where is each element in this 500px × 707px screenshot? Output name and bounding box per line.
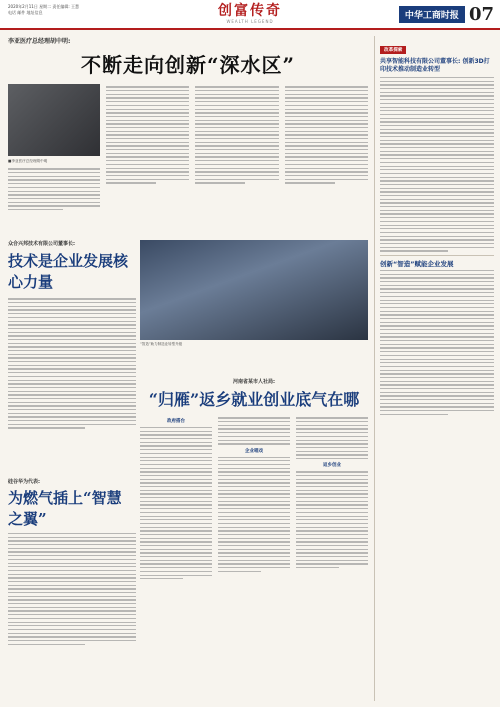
subhead-3: 返乡创业 [323,463,341,469]
portrait-caption: ■李亚医疗总经理胡中明 [8,159,48,163]
portrait-photo [8,84,100,163]
brand-block [205,3,295,24]
article-return [140,378,368,582]
factory-photo-caption: “智造”助力制造业转型升级 [140,342,183,346]
sidebar-title-1: 共享智能科技有限公司董事长: 创新3D打印技术推动制造业转型 [380,58,490,73]
masthead-info [8,4,198,16]
brand-title: 创富传奇 [218,3,282,19]
article-return-title: “归雁”返乡就业创业底气在哪 [148,390,360,409]
factory-photo [140,240,368,340]
article-gas-kicker: 硅谷华为代表: [8,479,41,485]
date-line: 2020年2月11日 星期二 责任编辑: 王慧 [8,4,79,9]
article-return-kicker: 河南省某市人社局: [232,379,275,385]
address-line: 电话 邮件 地址信息 [8,10,43,15]
page-number: 07 [468,4,494,25]
article-lead-kicker: 李亚医疗总经理胡中明: [8,38,71,45]
masthead-right [399,4,494,25]
article-gas-title: 为燃气插上“智慧之翼” [8,489,122,528]
subhead-2: 企业唱戏 [245,448,263,454]
sidebar-tag: 改革探索 [380,46,406,54]
article-gas [8,478,136,647]
article-lead [8,36,368,213]
brand-english: WEALTH LEGEND [226,19,274,24]
article-tech-title: 技术是企业发展核心力量 [8,252,129,291]
sidebar-column [374,36,494,701]
article-lead-title: 不断走向创新“深水区” [80,53,295,77]
masthead [0,0,500,30]
section-badge: 中华工商时报 [399,6,465,23]
sidebar-title-2: 创新“智造”赋能企业发展 [380,259,454,268]
subhead-1: 政府搭台 [167,419,185,424]
article-tech-kicker: 众合兴邦技术有限公司董事长: [8,241,76,247]
article-tech [8,240,136,431]
article-lead-body [8,84,368,213]
